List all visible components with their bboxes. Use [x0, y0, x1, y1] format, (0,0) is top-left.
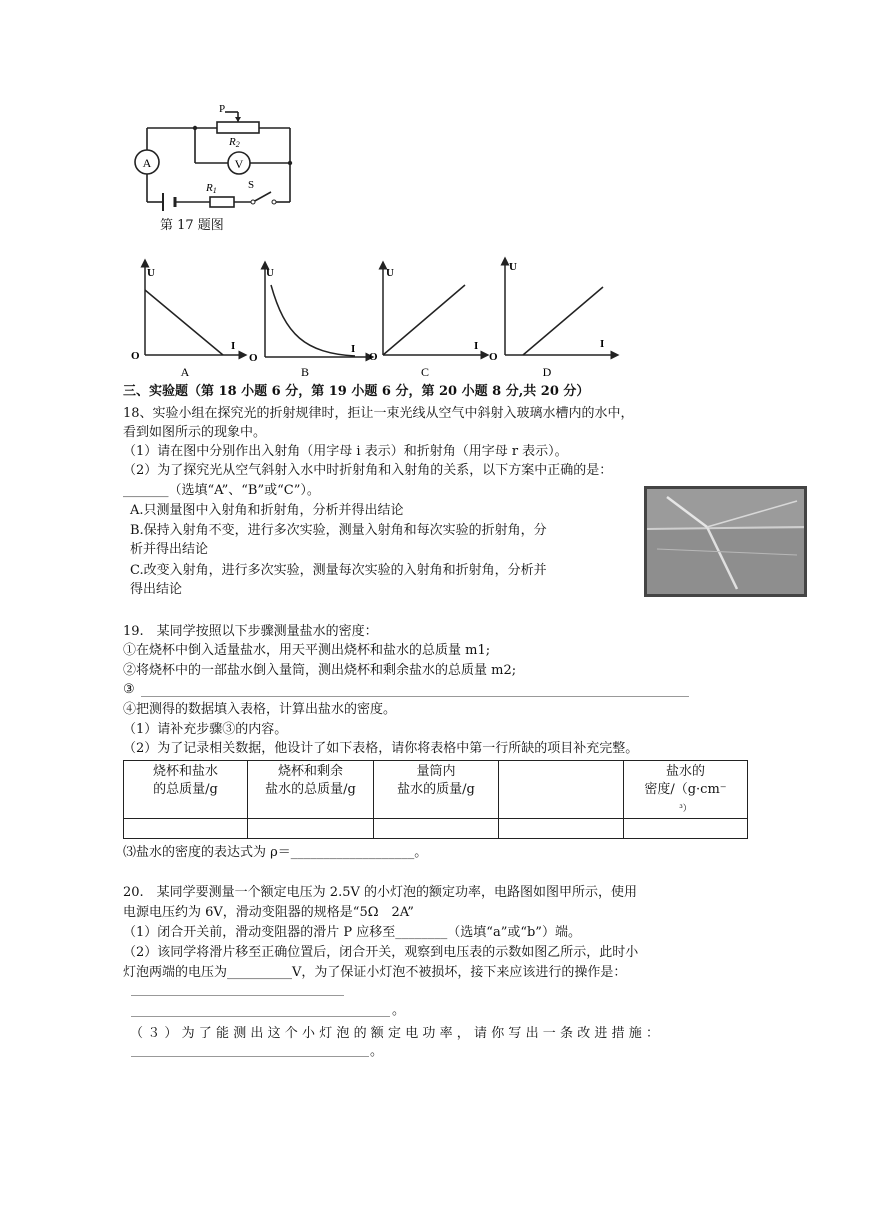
- q18-option-b-2: 析并得出结论: [130, 542, 209, 557]
- ui-graphs: [125, 255, 625, 380]
- graph-d-letter: D: [542, 365, 552, 379]
- q18-part2-answer: _______（选填“A”、“B”或“C”）。: [123, 483, 320, 498]
- q19-density-blank[interactable]: ___________________: [290, 845, 415, 860]
- q20-part1: （1）闭合开关前，滑动变阻器的滑片 P 应移至________（选填“a”或“b”）端。: [123, 925, 581, 940]
- graph-b-letter: B: [300, 365, 310, 379]
- graph-b-i: I: [351, 343, 356, 355]
- q19-step3: ③: [123, 682, 135, 697]
- q18-option-a: A.只测量图中入射角和折射角，分析并得出结论: [130, 503, 404, 518]
- table-cell[interactable]: [124, 819, 248, 839]
- q19-part1: （1）请补充步骤③的内容。: [123, 722, 288, 737]
- graph-b-u: U: [266, 267, 274, 279]
- table-cell[interactable]: [624, 819, 748, 839]
- switch-label: S: [248, 179, 255, 191]
- table-cell[interactable]: [499, 819, 624, 839]
- q18-option-c-1: C.改变入射角，进行多次实验，测量每次实验的入射角和折射角，分析并: [130, 563, 547, 578]
- graph-a-o: O: [131, 350, 140, 362]
- refraction-photo: [644, 486, 807, 597]
- q20-slider-blank[interactable]: ________: [395, 925, 448, 940]
- q18-part1: （1）请在图中分别作出入射角（用字母 i 表示）和折射角（用字母 r 表示）。: [123, 444, 568, 459]
- q18-line1: 18、实验小组在探究光的折射规律时，拒让一束光线从空气中斜射入玻璃水槽内的水中，: [123, 406, 634, 421]
- r2-label: R2: [229, 136, 240, 149]
- q20-part2-line1: （2）该同学将滑片移至正确位置后，闭合开关，观察到电压表的示数如图乙所示，此时小: [123, 945, 639, 960]
- q18-option-b-1: B.保持入射角不变，进行多次实验，测量入射角和每次实验的折射角，分: [130, 523, 547, 538]
- table-header-1: 烧杯和盐水 的总质量/g: [124, 761, 248, 819]
- table-header-4-blank[interactable]: [499, 761, 624, 819]
- graph-c-letter: C: [420, 365, 430, 379]
- graph-b-o: O: [249, 352, 258, 364]
- r1-label: R1: [206, 182, 217, 195]
- q19-step2: ②将烧杯中的一部盐水倒入量筒，测出烧杯和剩余盐水的总质量 m2;: [123, 663, 517, 678]
- data-table: [123, 760, 748, 839]
- q18-option-c-2: 得出结论: [130, 582, 183, 597]
- table-header-2: 烧杯和剩余 盐水的总质量/g: [248, 761, 374, 819]
- q19-part3: ⑶盐水的密度的表达式为 ρ＝___________________。: [123, 845, 428, 860]
- q18-part2: （2）为了探究光从空气斜射入水中时折射角和入射角的关系，以下方案中正确的是：: [123, 463, 613, 478]
- graph-c-i: I: [474, 340, 479, 352]
- q20-improvement-blank[interactable]: [131, 1056, 369, 1057]
- q20-operation-blank-2[interactable]: [131, 1016, 390, 1017]
- table-cell[interactable]: [248, 819, 374, 839]
- q19-step4: ④把测得的数据填入表格，计算出盐水的密度。: [123, 702, 397, 717]
- q20-part3: （３）为了能测出这个小灯泡的额定电功率，请你写出一条改进措施：: [130, 1026, 664, 1041]
- ammeter-label: A: [142, 156, 152, 170]
- q19-part2: （2）为了记录相关数据，他设计了如下表格，请你将表格中第一行所缺的项目补充完整。: [123, 741, 639, 756]
- section3-title: 三、实验题（第 18 小题 6 分，第 19 小题 6 分，第 20 小题 8 分,共 20 分）: [123, 384, 590, 399]
- circuit-diagram-fig17: [125, 100, 300, 215]
- q20-voltage-blank[interactable]: __________: [227, 965, 293, 980]
- q20-part2-line2: 灯泡两端的电压为__________V，为了保证小灯泡不被损坏，接下来应该进行的操作是：: [123, 965, 627, 980]
- q20-part3-end: 。: [370, 1044, 384, 1059]
- q19-step3-blank[interactable]: [141, 696, 689, 697]
- graph-a-i: I: [231, 340, 236, 352]
- slider-label: P: [218, 103, 226, 115]
- graph-a-letter: A: [180, 365, 190, 379]
- q18-answer-blank[interactable]: _______: [123, 483, 169, 498]
- table-cell[interactable]: [374, 819, 499, 839]
- voltmeter-label: V: [234, 157, 244, 171]
- graph-a-u: U: [147, 267, 155, 279]
- q20-part2-end: 。: [392, 1003, 406, 1018]
- table-header-5: 盐水的 密度/（g·cm⁻ ³）: [624, 761, 748, 819]
- figure17-caption: 第 17 题图: [160, 218, 224, 233]
- q18-line2: 看到如图所示的现象中。: [123, 425, 267, 440]
- q20-line2: 电源电压约为 6V，滑动变阻器的规格是“5Ω 2A”: [123, 905, 414, 920]
- graph-d-i: I: [600, 338, 605, 350]
- q20-line1: 20. 某同学要测量一个额定电压为 2.5V 的小灯泡的额定功率，电路图如图甲所示，使用: [123, 885, 638, 900]
- q20-operation-blank-1[interactable]: [131, 995, 344, 996]
- graph-c-u: U: [386, 267, 394, 279]
- table-header-3: 量筒内 盐水的质量/g: [374, 761, 499, 819]
- q19-title: 19. 某同学按照以下步骤测量盐水的密度：: [123, 624, 378, 639]
- graph-d-u: U: [509, 261, 517, 273]
- graph-c-o: O: [369, 351, 378, 363]
- q19-step1: ①在烧杯中倒入适量盐水，用天平测出烧杯和盐水的总质量 m1;: [123, 643, 491, 658]
- graph-d-o: O: [489, 351, 498, 363]
